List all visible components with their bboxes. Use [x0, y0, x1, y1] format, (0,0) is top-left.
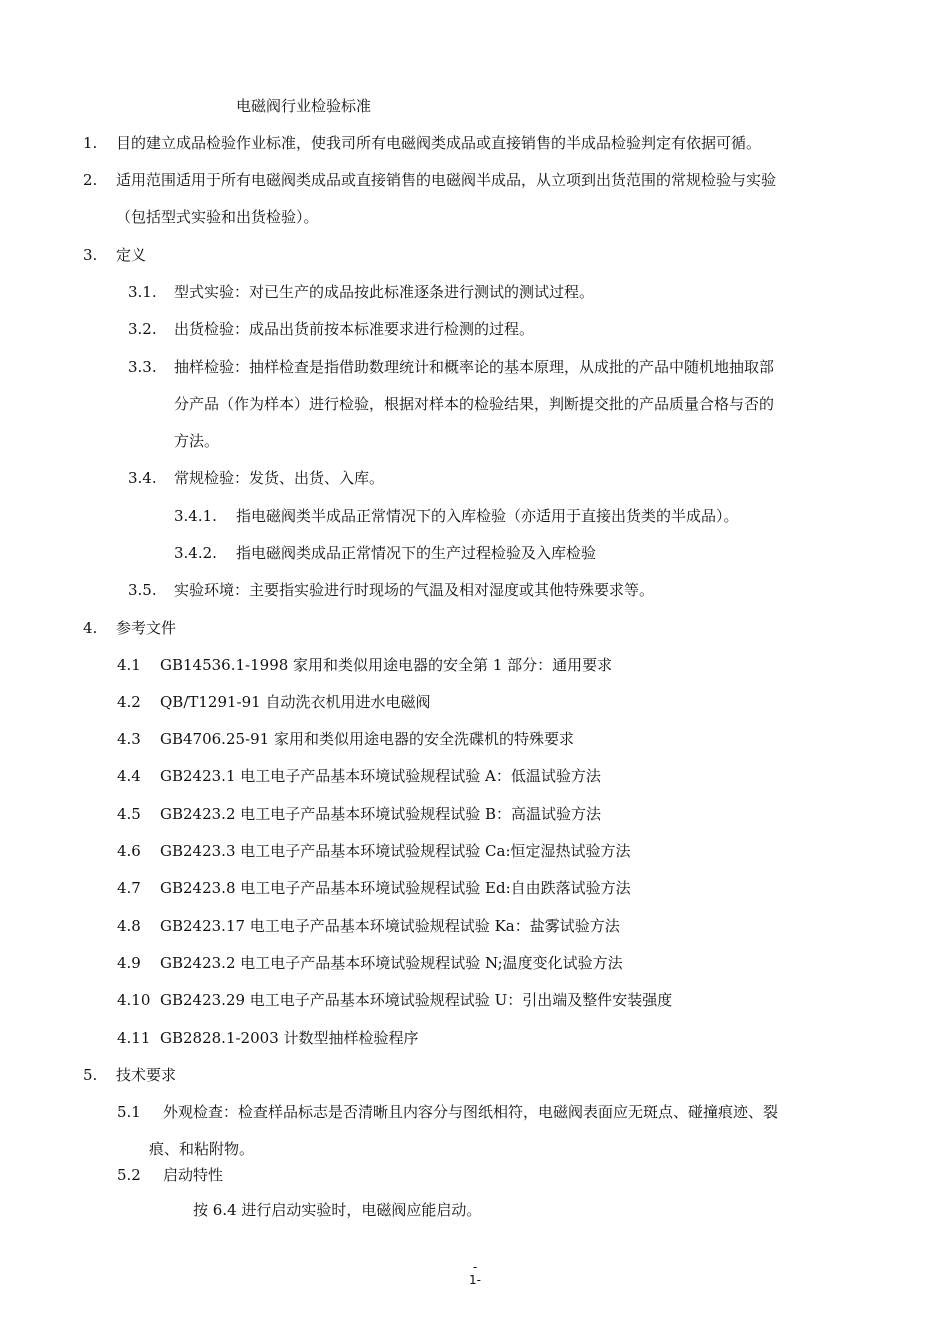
ref-number: 4.4 — [117, 767, 141, 785]
section-5-title: 技术要求 — [116, 1066, 177, 1084]
ref-number: 4.9 — [117, 954, 141, 972]
section-2-number: 2. — [83, 171, 98, 189]
ref-number: 4.7 — [117, 879, 141, 897]
item-3-4-2-number: 3.4.2. — [174, 544, 217, 562]
section-3-number: 3. — [83, 246, 98, 264]
item-3-5-number: 3.5. — [128, 581, 157, 599]
footer-dash: - — [472, 1260, 478, 1274]
item-5-1-text-line2: 痕、和粘附物。 — [149, 1140, 255, 1158]
ref-text: GB2423.17 电工电子产品基本环境试验规程试验 Ka：盐雾试验方法 — [160, 917, 620, 935]
item-5-2-title: 启动特性 — [163, 1166, 224, 1184]
item-5-2-number: 5.2 — [117, 1166, 141, 1184]
item-3-2-number: 3.2. — [128, 320, 157, 338]
item-3-3-number: 3.3. — [128, 358, 157, 376]
ref-number: 4.8 — [117, 917, 141, 935]
section-1-number: 1. — [83, 134, 98, 152]
ref-text: GB2423.8 电工电子产品基本环境试验规程试验 Ed:自由跌落试验方法 — [160, 879, 631, 897]
ref-text: GB2423.2 电工电子产品基本环境试验规程试验 N;温度变化试验方法 — [160, 954, 623, 972]
section-2-text-line2: （包括型式实验和出货检验）。 — [116, 208, 319, 226]
item-3-1-number: 3.1. — [128, 283, 157, 301]
ref-number: 4.1 — [117, 656, 141, 674]
document-title: 电磁阀行业检验标准 — [236, 97, 372, 115]
item-5-1-number: 5.1 — [117, 1103, 141, 1121]
item-3-4-1-number: 3.4.1. — [174, 507, 217, 525]
ref-text: GB14536.1-1998 家用和类似用途电器的安全第 1 部分：通用要求 — [160, 656, 613, 674]
item-5-2-body: 按 6.4 进行启动实验时，电磁阀应能启动。 — [193, 1201, 482, 1219]
ref-number: 4.6 — [117, 842, 141, 860]
ref-text: QB/T1291-91 自动洗衣机用进水电磁阀 — [160, 693, 431, 711]
ref-number: 4.2 — [117, 693, 141, 711]
ref-number: 4.11 — [117, 1029, 151, 1047]
section-4-number: 4. — [83, 619, 98, 637]
page-number: 1- — [469, 1273, 481, 1287]
item-3-3-text-line3: 方法。 — [174, 432, 220, 450]
ref-number: 4.3 — [117, 730, 141, 748]
item-5-1-text-line1: 外观检查：检查样品标志是否清晰且内容分与图纸相符，电磁阀表面应无斑点、碰撞痕迹、裂 — [163, 1103, 779, 1121]
item-3-4-2-text: 指电磁阀类成品正常情况下的生产过程检验及入库检验 — [236, 544, 597, 562]
ref-text: GB2423.29 电工电子产品基本环境试验规程试验 U：引出端及整件安装强度 — [160, 991, 673, 1009]
section-1-text: 目的建立成品检验作业标准，使我司所有电磁阀类成品或直接销售的半成品检验判定有依据可循。 — [116, 134, 762, 152]
section-4-title: 参考文件 — [116, 619, 177, 637]
section-3-title: 定义 — [116, 246, 147, 264]
ref-text: GB2423.2 电工电子产品基本环境试验规程试验 B：高温试验方法 — [160, 805, 602, 823]
ref-text: GB4706.25-91 家用和类似用途电器的安全洗碟机的特殊要求 — [160, 730, 574, 748]
item-3-4-text: 常规检验：发货、出货、入库。 — [174, 469, 385, 487]
section-5-number: 5. — [83, 1066, 98, 1084]
item-3-2-text: 出货检验：成品出货前按本标准要求进行检测的过程。 — [174, 320, 535, 338]
item-3-4-1-text: 指电磁阀类半成品正常情况下的入库检验（亦适用于直接出货类的半成品）。 — [236, 507, 739, 525]
ref-text: GB2828.1-2003 计数型抽样检验程序 — [160, 1029, 419, 1047]
section-2-text-line1: 适用范围适用于所有电磁阀类成品或直接销售的电磁阀半成品，从立项到出货范围的常规检验与实验 — [116, 171, 777, 189]
item-3-3-text-line1: 抽样检验：抽样检查是指借助数理统计和概率论的基本原理，从成批的产品中随机地抽取部 — [174, 358, 775, 376]
ref-text: GB2423.3 电工电子产品基本环境试验规程试验 Ca:恒定湿热试验方法 — [160, 842, 631, 860]
item-3-4-number: 3.4. — [128, 469, 157, 487]
item-3-1-text: 型式实验：对已生产的成品按此标准逐条进行测试的测试过程。 — [174, 283, 595, 301]
item-3-5-text: 实验环境：主要指实验进行时现场的气温及相对湿度或其他特殊要求等。 — [174, 581, 655, 599]
ref-number: 4.10 — [117, 991, 151, 1009]
item-3-3-text-line2: 分产品（作为样本）进行检验，根据对样本的检验结果，判断提交批的产品质量合格与否的 — [174, 395, 775, 413]
ref-text: GB2423.1 电工电子产品基本环境试验规程试验 A：低温试验方法 — [160, 767, 601, 785]
ref-number: 4.5 — [117, 805, 141, 823]
